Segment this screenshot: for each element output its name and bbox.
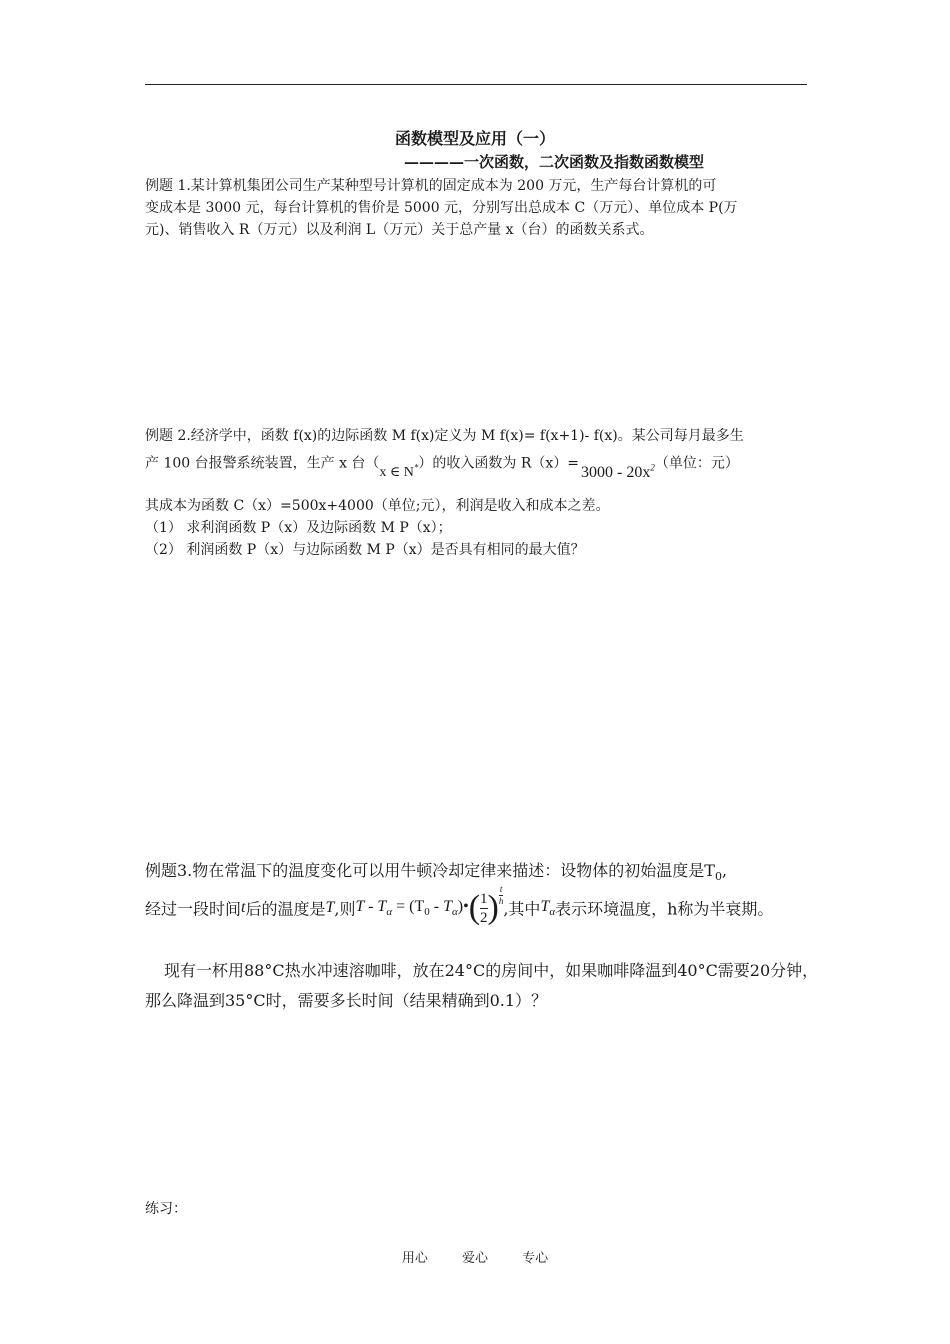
- example-1: [145, 175, 810, 241]
- formula-lhs: T - T: [355, 897, 387, 915]
- variable-t: t: [241, 899, 246, 916]
- exponent-numerator: t: [499, 884, 503, 894]
- ambient-alpha: α: [549, 906, 556, 919]
- formula-zero: 0: [424, 906, 430, 919]
- formula-close: )•: [457, 897, 469, 915]
- half-denominator: 2: [480, 909, 488, 926]
- cooling-formula: [355, 897, 469, 919]
- revenue-formula-text: 3000 - 20x: [581, 464, 651, 482]
- domain-formula-sup: *: [413, 462, 419, 473]
- example-3-line-2-text-a: 经过一段时间: [145, 899, 242, 919]
- left-paren: (: [468, 889, 481, 926]
- formula-alpha-1: α: [386, 906, 393, 919]
- example-2-line-2-text-c: （单位：元）: [654, 455, 739, 472]
- exponent-denominator: h: [498, 896, 504, 906]
- example-3-line-1-sub: 0: [714, 870, 722, 884]
- revenue-formula: [581, 464, 655, 481]
- formula-mid: - T: [429, 897, 452, 915]
- example-3-line-4: 那么降温到35°C时，需要多长时间（结果精确到0.1）？: [145, 991, 548, 1010]
- example-1-line-2: 变成本是 3000 元，每台计算机的售价是 5000 元，分别写出总成本 C（万元）、单位成本 P(万: [145, 200, 738, 216]
- example-3-line-2-text-b: 后的温度是: [245, 899, 326, 919]
- document-title: 函数模型及应用（一）: [394, 129, 555, 148]
- domain-formula: [379, 462, 419, 481]
- ambient-temp-symbol: [540, 897, 556, 919]
- example-1-line-1: 例题 1.某计算机集团公司生产某种型号计算机的固定成本为 200 万元，生产每台计算机的可: [145, 178, 717, 194]
- example-2: [145, 425, 810, 561]
- half-numerator: 1: [480, 890, 488, 907]
- example-2-question-1: （1） 求利润函数 P（x）及边际函数 M P（x）；: [145, 520, 452, 536]
- ambient-T: T: [540, 897, 550, 915]
- example-1-line-3: 元)、销售收入 R（万元）以及利润 L（万元）关于总产量 x（台）的函数关系式。: [145, 222, 654, 238]
- variable-T: T: [325, 899, 335, 916]
- practice-heading: 练习：: [145, 1201, 187, 1217]
- example-2-line-1: 例题 2.经济学中，函数 f(x)的边际函数 M f(x)定义为 M f(x)= f(x+1)- f(x)。某公司每月最多生: [145, 428, 744, 444]
- formula-eq: = (T: [392, 897, 425, 915]
- revenue-formula-sup: 2: [650, 463, 655, 473]
- footer-item-3: 专心: [522, 1251, 549, 1266]
- example-2-line-2-text-b: ）的收入函数为 R（x）=: [418, 455, 580, 472]
- example-3-line-2-text-e: 表示环境温度，h称为半衰期。: [555, 899, 774, 919]
- formula-alpha-2: α: [451, 906, 458, 919]
- example-3-line-1-text: 例题3.物在常温下的温度变化可以用牛顿冷却定律来描述：设物体的初始温度是T: [145, 861, 715, 880]
- half-fraction: [480, 890, 488, 927]
- example-3-line-2-text-d: ,其中: [503, 899, 541, 919]
- document-subtitle: ————一次函数，二次函数及指数函数模型: [404, 153, 705, 171]
- header-rule: [145, 84, 807, 85]
- example-3-line-2: [145, 884, 925, 928]
- example-3-line-1: [145, 858, 845, 883]
- example-3-line-2-text-c: ,则: [334, 899, 356, 919]
- example-3-line-3: 现有一杯用88°C热水冲速溶咖啡，放在24°C的房间中，如果咖啡降温到40°C需要20分钟，: [164, 961, 819, 980]
- footer: [0, 1247, 950, 1266]
- domain-formula-text: x ∈ N: [379, 465, 414, 481]
- right-paren: ): [487, 889, 499, 926]
- example-2-line-2: [145, 447, 810, 482]
- footer-item-2: 爱心: [461, 1251, 488, 1266]
- footer-item-1: 用心: [401, 1251, 428, 1266]
- example-2-line-2-text-a: 产 100 台报警系统装置，生产 x 台（: [145, 455, 380, 472]
- example-3-line-1-end: ,: [721, 861, 728, 880]
- example-2-line-3: 其成本为函数 C（x）=500x+4000（单位;元），利润是收入和成本之差。: [145, 498, 610, 514]
- example-2-question-2: （2） 利润函数 P（x）与边际函数 M P（x）是否具有相同的最大值？: [145, 542, 585, 558]
